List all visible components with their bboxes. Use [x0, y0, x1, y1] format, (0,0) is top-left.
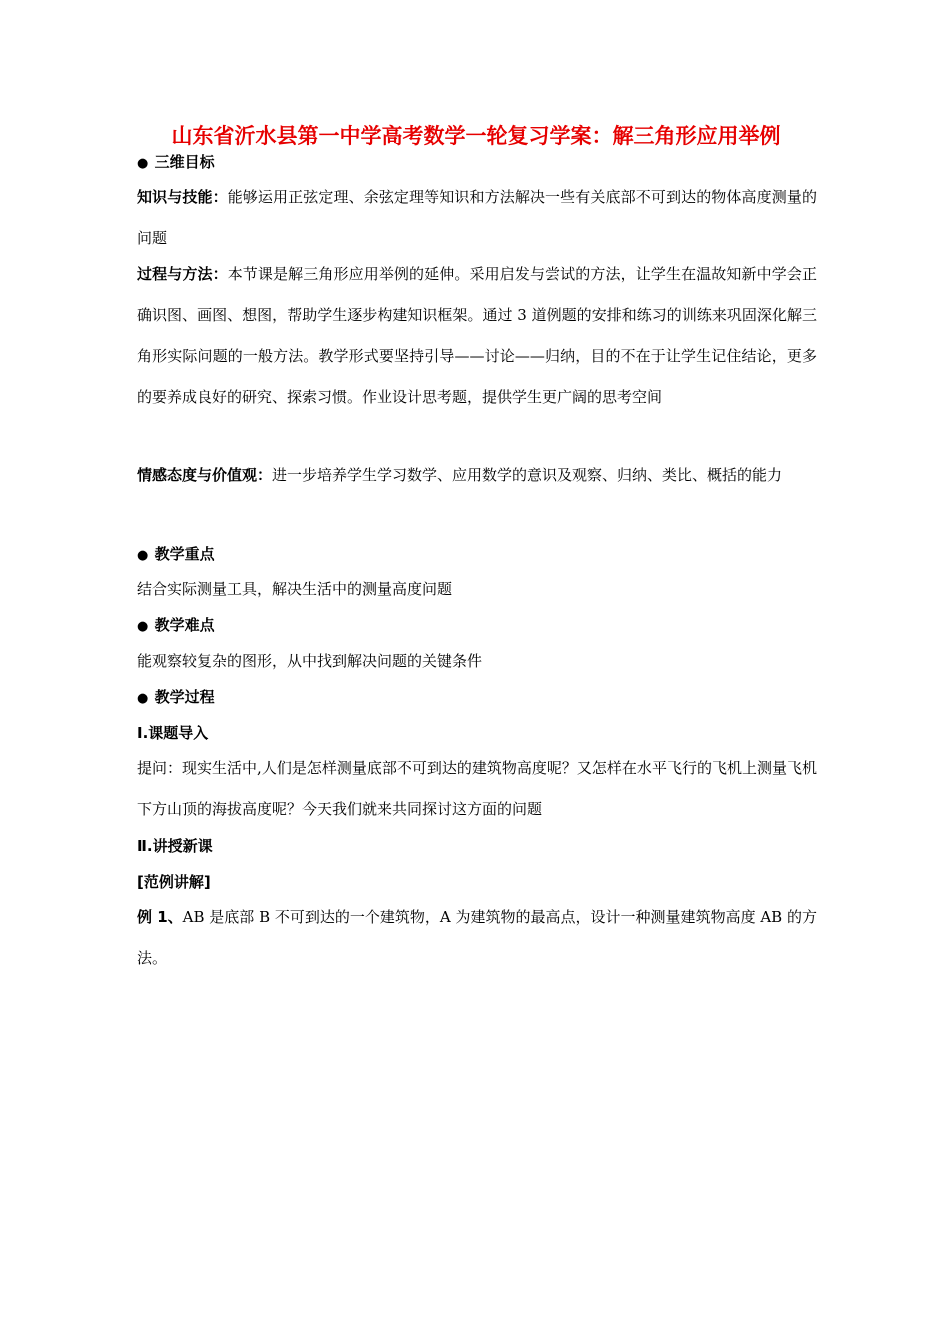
knowledge-paragraph [137, 177, 817, 259]
key-point-heading-text: 教学重点 [154, 545, 215, 563]
goals-heading-text: 三维目标 [154, 153, 215, 171]
goals-heading [137, 152, 215, 174]
example1-text: AB 是底部 B 不可到达的一个建筑物，A 为建筑物的最高点，设计一种测量建筑物高度 AB 的方法。 [137, 908, 817, 967]
part1-paragraph: 提问：现实生活中,人们是怎样测量底部不可到达的建筑物高度呢？又怎样在水平飞行的飞机上测量飞机下方山顶的海拔高度呢？今天我们就来共同探讨这方面的问题 [137, 759, 817, 818]
difficulty-heading-text: 教学难点 [154, 616, 215, 634]
attitude-paragraph [137, 455, 817, 496]
part1-heading: Ⅰ.课题导入 [137, 724, 209, 742]
process-label: 过程与方法： [137, 265, 228, 283]
difficulty-heading [137, 615, 215, 637]
process-paragraph [137, 254, 817, 418]
difficulty-text: 能观察较复杂的图形，从中找到解决问题的关键条件 [137, 652, 483, 670]
knowledge-text: 能够运用正弦定理、余弦定理等知识和方法解决一些有关底部不可到达的物体高度测量的问题 [137, 188, 817, 247]
key-point-text: 结合实际测量工具，解决生活中的测量高度问题 [137, 580, 453, 598]
attitude-label: 情感态度与价值观： [137, 466, 273, 484]
document-title: 山东省沂水县第一中学高考数学一轮复习学案：解三角形应用举例 [171, 124, 781, 148]
examples-heading: [范例讲解] [137, 873, 211, 891]
example1-paragraph [137, 897, 817, 979]
part2-heading: Ⅱ.讲授新课 [137, 837, 213, 855]
knowledge-label: 知识与技能： [137, 188, 228, 206]
attitude-text: 进一步培养学生学习数学、应用数学的意识及观察、归纳、类比、概括的能力 [272, 466, 783, 484]
teaching-process-heading [137, 687, 215, 709]
key-point-heading [137, 544, 215, 566]
process-text: 本节课是解三角形应用举例的延伸。采用启发与尝试的方法，让学生在温故知新中学会正确识图、画图、想图，帮助学生逐步构建知识框架。通过 3 道例题的安排和练习的训练来巩固深化解三角形实际问题的一般方法。教学形式要坚持引导——讨论——归纳，目的不在于让学生记住结论，更多的要养成良好的研究、探索习惯。作业设计思考题，提供学生更广阔的思考空间 [137, 265, 817, 406]
teaching-process-heading-text: 教学过程 [154, 688, 215, 706]
example1-label: 例 1、 [137, 908, 183, 926]
